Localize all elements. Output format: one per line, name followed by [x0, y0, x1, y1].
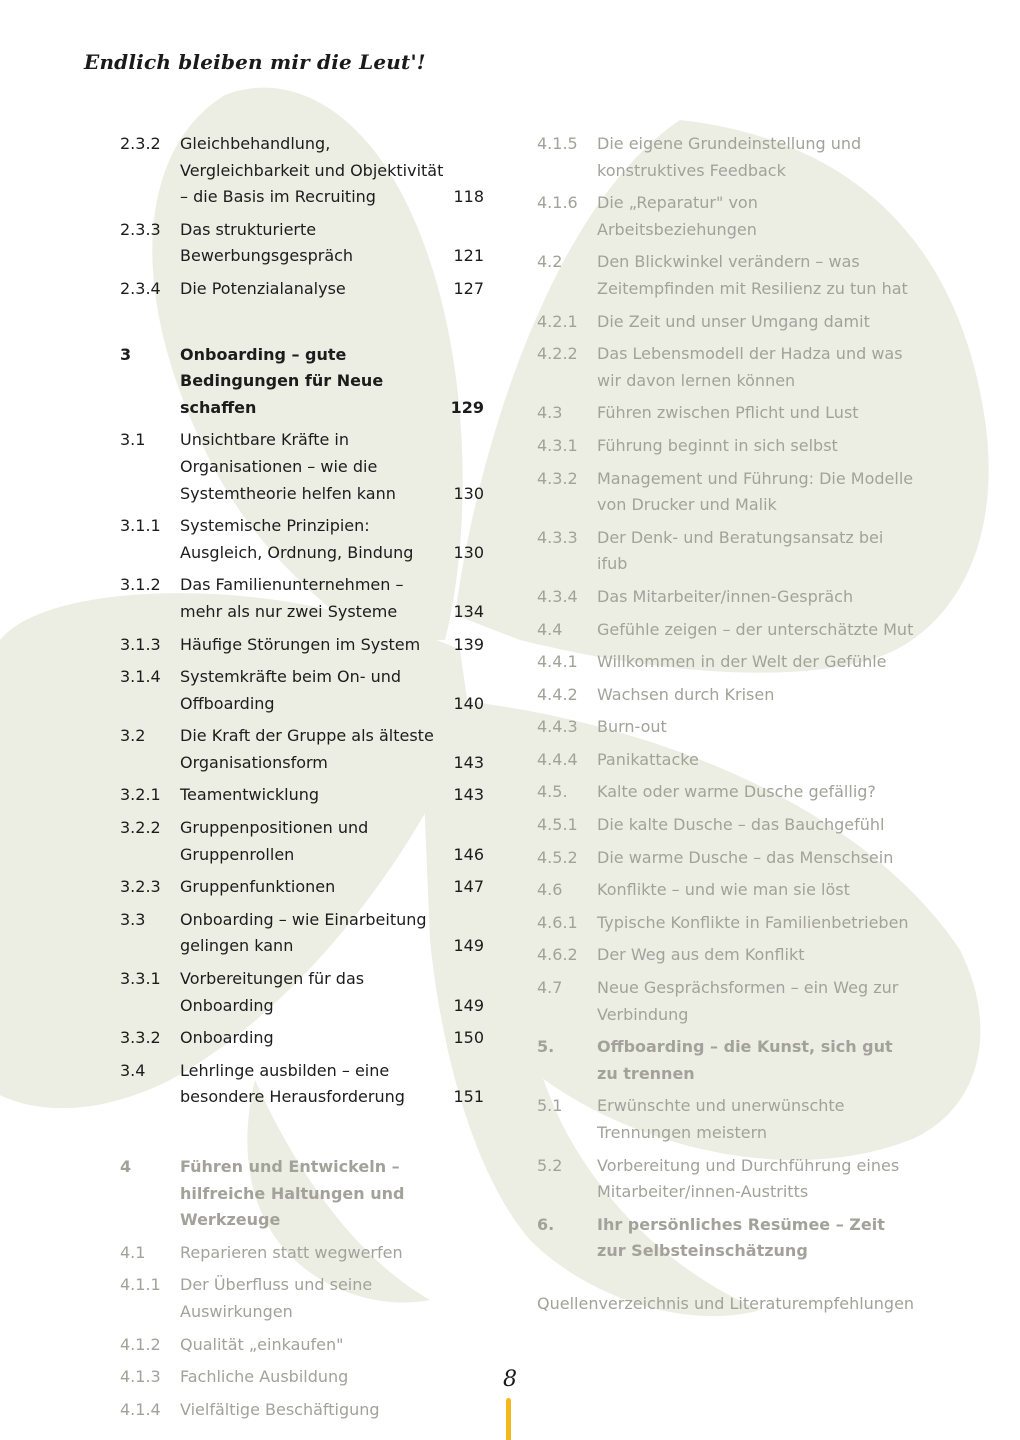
- section-title: Teamentwicklung: [180, 785, 320, 805]
- toc-entry[interactable]: [120, 907, 484, 960]
- section-number: 3.4: [120, 1060, 146, 1080]
- toc-entry[interactable]: [537, 714, 917, 741]
- toc-entry[interactable]: [120, 1364, 484, 1391]
- page-ref: 146: [453, 844, 484, 864]
- page-ref: 134: [453, 601, 484, 621]
- section-number: 4.2.1: [537, 311, 578, 331]
- section-title: Burn-out: [597, 717, 667, 737]
- section-title: Willkommen in der Welt der Gefühle: [597, 652, 887, 672]
- section-number: 4.1.4: [120, 1399, 161, 1419]
- section-number: 4.7: [537, 978, 563, 998]
- section-title: Konflikte – und wie man sie löst: [597, 880, 850, 900]
- section-number: 4.3.2: [537, 468, 578, 488]
- section-number: 4.1: [120, 1242, 146, 1262]
- toc-entry[interactable]: [537, 309, 917, 336]
- section-number: 3.1.4: [120, 667, 161, 687]
- section-title: Das Lebensmodell der Hadza und was wir davon lernen können: [597, 344, 903, 390]
- section-title: Das strukturierte Bewerbungsgespräch: [180, 219, 354, 266]
- page-ref: 139: [453, 634, 484, 654]
- section-number: 3.2: [120, 726, 146, 746]
- section-title: Die warme Dusche – das Menschsein: [597, 847, 894, 867]
- toc-entry[interactable]: [537, 747, 917, 774]
- section-title: Der Überfluss und seine Auswirkungen: [180, 1275, 373, 1321]
- toc-entry[interactable]: [120, 723, 484, 776]
- page-ref: 127: [453, 278, 484, 298]
- section-number: 4.2.2: [537, 344, 578, 364]
- section-title: Erwünschte und unerwünschte Trennungen meistern: [597, 1096, 845, 1142]
- toc-entry[interactable]: [537, 845, 917, 872]
- section-title: Führen und Entwickeln – hilfreiche Haltungen und Werkzeuge: [180, 1157, 405, 1230]
- toc-entry[interactable]: [120, 1397, 484, 1424]
- section-number: 3.3.1: [120, 969, 161, 989]
- toc-entry[interactable]: [537, 400, 917, 427]
- section-number: 4.3: [537, 403, 563, 423]
- section-title: Die „Reparatur" von Arbeitsbeziehungen: [597, 193, 758, 239]
- section-title: Gruppenfunktionen: [180, 877, 336, 897]
- section-title: Onboarding – gute Bedingungen für Neue schaffen: [180, 344, 384, 417]
- toc-entry[interactable]: [120, 572, 484, 625]
- section-number: 4: [120, 1157, 132, 1176]
- section-number: 2.3.2: [120, 134, 161, 153]
- section-number: 3.1.1: [120, 516, 161, 536]
- page-ref: 129: [450, 397, 484, 417]
- page-ref: 149: [453, 995, 484, 1015]
- page-ref: 143: [453, 752, 484, 772]
- toc-entry[interactable]: [537, 682, 917, 709]
- toc-entry[interactable]: [537, 975, 917, 1028]
- page-ref: 130: [453, 542, 484, 562]
- page-ref: 130: [453, 483, 484, 503]
- toc-group-chapter-4: [120, 1154, 484, 1423]
- section-number: 4.1.1: [120, 1275, 161, 1295]
- section-title: Gruppenpositionen und Gruppenrollen: [180, 818, 369, 864]
- toc-left-column: [120, 131, 484, 1429]
- toc-group-chapter-3: [120, 342, 484, 1111]
- toc-entry[interactable]: [537, 779, 917, 806]
- section-title: Vielfältige Beschäftigung: [180, 1399, 380, 1419]
- section-title: Das Mitarbeiter/innen-Gespräch: [597, 586, 854, 606]
- section-title: Kalte oder warme Dusche gefällig?: [597, 782, 876, 802]
- section-number: 4.5.: [537, 782, 568, 802]
- toc-entry[interactable]: [537, 466, 917, 519]
- toc-chapter-entry[interactable]: [537, 1034, 917, 1087]
- section-title: Systemkräfte beim On- und Offboarding: [180, 667, 402, 713]
- toc-entry[interactable]: [120, 1272, 484, 1325]
- page-ref: 151: [453, 1087, 484, 1107]
- section-title: Panikattacke: [597, 749, 699, 769]
- section-number: 4.4.4: [537, 749, 578, 769]
- section-number: 3.1: [120, 430, 146, 450]
- section-number: 4.1.3: [120, 1367, 161, 1387]
- section-title: Offboarding – die Kunst, sich gut zu trennen: [597, 1037, 893, 1083]
- section-number: 4.2: [537, 252, 563, 272]
- toc-entry[interactable]: [120, 217, 484, 270]
- section-title: Unsichtbare Kräfte in Organisationen – wie die Systemtheorie helfen kann: [180, 430, 396, 503]
- section-title: Gleichbehandlung, Vergleichbarkeit und Objektivität – die Basis im Recruiting: [180, 134, 444, 207]
- toc-entry[interactable]: [120, 815, 484, 868]
- section-number: 3.1.2: [120, 575, 161, 595]
- section-title: Neue Gesprächsformen – ein Weg zur Verbindung: [597, 978, 899, 1024]
- section-title: Onboarding – wie Einarbeitung gelingen kann: [180, 909, 427, 956]
- section-title: Fachliche Ausbildung: [180, 1367, 349, 1387]
- toc-entry[interactable]: [537, 649, 917, 676]
- page-ref: 147: [453, 877, 484, 897]
- toc-entry[interactable]: [537, 1093, 917, 1146]
- accent-mark: [506, 1398, 511, 1440]
- section-number: 4.1.6: [537, 193, 578, 213]
- toc-right-column: [537, 131, 917, 1324]
- toc-entry[interactable]: [537, 942, 917, 969]
- section-number: 4.3.1: [537, 435, 578, 455]
- section-number: 3.1.3: [120, 634, 161, 654]
- toc-entry[interactable]: [537, 190, 917, 243]
- section-number: 4.6.1: [537, 912, 578, 932]
- toc-chapter-entry[interactable]: [537, 1212, 917, 1265]
- toc-entry[interactable]: [537, 341, 917, 394]
- section-number: 2.3.3: [120, 219, 161, 239]
- toc-entry[interactable]: [120, 276, 484, 303]
- page-ref: 149: [453, 936, 484, 956]
- section-number: 6.: [537, 1214, 555, 1234]
- toc-entry[interactable]: [537, 131, 917, 184]
- page-ref: 118: [453, 187, 484, 207]
- section-title: Vorbereitung und Durchführung eines Mitarbeiter/innen-Austritts: [597, 1155, 900, 1202]
- toc-entry[interactable]: [537, 617, 917, 644]
- section-number: 4.4.3: [537, 717, 578, 737]
- toc-chapter-entry[interactable]: [120, 1154, 484, 1234]
- section-title: Systemische Prinzipien: Ausgleich, Ordnung, Bindung: [180, 516, 414, 562]
- section-title: Führen zwischen Pflicht und Lust: [597, 403, 859, 423]
- section-number: 4.4.2: [537, 684, 578, 704]
- section-number: 3.2.1: [120, 785, 161, 805]
- toc-entry[interactable]: [537, 877, 917, 904]
- section-number: 3.2.3: [120, 877, 161, 897]
- toc-chapter-entry[interactable]: [120, 342, 484, 422]
- section-number: 4.5.2: [537, 847, 578, 867]
- sources-entry[interactable]: Quellenverzeichnis und Literaturempfehlungen: [537, 1293, 915, 1313]
- section-number: 5.1: [537, 1096, 563, 1116]
- section-number: 4.5.1: [537, 815, 578, 835]
- section-title: Typische Konflikte in Familienbetrieben: [597, 912, 909, 932]
- section-number: 4.4: [537, 619, 563, 639]
- section-title: Den Blickwinkel verändern – was Zeitempfinden mit Resilienz zu tun hat: [597, 252, 908, 298]
- section-title: Wachsen durch Krisen: [597, 684, 775, 704]
- toc-entry[interactable]: [120, 1240, 484, 1267]
- section-title: Ihr persönliches Resümee – Zeit zur Selbsteinschätzung: [597, 1214, 885, 1261]
- toc-entry[interactable]: [537, 584, 917, 611]
- toc-entry[interactable]: [537, 525, 917, 578]
- toc-entry[interactable]: [120, 1058, 484, 1111]
- section-title: Reparieren statt wegwerfen: [180, 1242, 403, 1262]
- page-ref: 150: [453, 1028, 484, 1048]
- section-number: 4.4.1: [537, 652, 578, 672]
- section-title: Der Weg aus dem Konflikt: [597, 945, 805, 965]
- toc-entry[interactable]: [120, 966, 484, 1019]
- toc-entry[interactable]: [120, 664, 484, 717]
- toc-entry[interactable]: [120, 782, 484, 809]
- section-number: 3.3.2: [120, 1028, 161, 1048]
- section-title: Management und Führung: Die Modelle von Drucker und Malik: [597, 468, 914, 515]
- section-title: Vorbereitungen für das Onboarding: [180, 969, 365, 1015]
- section-title: Die eigene Grundeinstellung und konstruktives Feedback: [597, 134, 862, 180]
- toc-entry[interactable]: [120, 1332, 484, 1359]
- toc-entry[interactable]: [537, 812, 917, 839]
- section-title: Qualität „einkaufen": [180, 1334, 344, 1354]
- section-title: Das Familienunternehmen – mehr als nur zwei Systeme: [180, 575, 404, 621]
- toc-entry[interactable]: [120, 131, 484, 211]
- toc-entry[interactable]: [537, 433, 917, 460]
- page-ref: 143: [453, 785, 484, 805]
- section-number: 3.2.2: [120, 818, 161, 838]
- section-number: 4.3.3: [537, 527, 578, 547]
- section-number: 4.6.2: [537, 945, 578, 965]
- section-title: Onboarding: [180, 1028, 274, 1048]
- section-title: Lehrlinge ausbilden – eine besondere Herausforderung: [180, 1060, 405, 1107]
- section-number: 4.3.4: [537, 586, 578, 606]
- section-number: 4.6: [537, 880, 563, 900]
- section-title: Häufige Störungen im System: [180, 634, 421, 654]
- toc-entry[interactable]: [537, 910, 917, 937]
- section-title: Die Kraft der Gruppe als älteste Organisationsform: [180, 726, 434, 772]
- page-ref: 121: [453, 246, 484, 266]
- section-number: 2.3.4: [120, 278, 161, 298]
- section-title: Gefühle zeigen – der unterschätzte Mut: [597, 619, 914, 639]
- toc-entry[interactable]: [120, 874, 484, 901]
- page-ref: 140: [453, 693, 484, 713]
- section-title: Die Potenzialanalyse: [180, 278, 346, 298]
- page-number: 8: [503, 1367, 517, 1392]
- section-title: Führung beginnt in sich selbst: [597, 435, 838, 455]
- toc-entry[interactable]: [120, 427, 484, 507]
- running-header: Endlich bleiben mir die Leut'!: [84, 50, 426, 74]
- toc-entry[interactable]: [120, 1025, 484, 1052]
- section-number: 4.1.5: [537, 134, 578, 153]
- section-number: 3.3: [120, 909, 146, 929]
- section-title: Die kalte Dusche – das Bauchgefühl: [597, 815, 885, 835]
- section-number: 5.2: [537, 1155, 563, 1175]
- section-number: 5.: [537, 1037, 555, 1057]
- section-title: Der Denk- und Beratungsansatz bei ifub: [597, 527, 884, 574]
- toc-entry[interactable]: [120, 632, 484, 659]
- section-number: 3: [120, 344, 132, 364]
- section-number: 4.1.2: [120, 1334, 161, 1354]
- toc-group-2-3: [120, 131, 484, 303]
- toc-entry[interactable]: [537, 249, 917, 302]
- toc-entry[interactable]: [120, 513, 484, 566]
- section-title: Die Zeit und unser Umgang damit: [597, 311, 870, 331]
- toc-entry[interactable]: [537, 1153, 917, 1206]
